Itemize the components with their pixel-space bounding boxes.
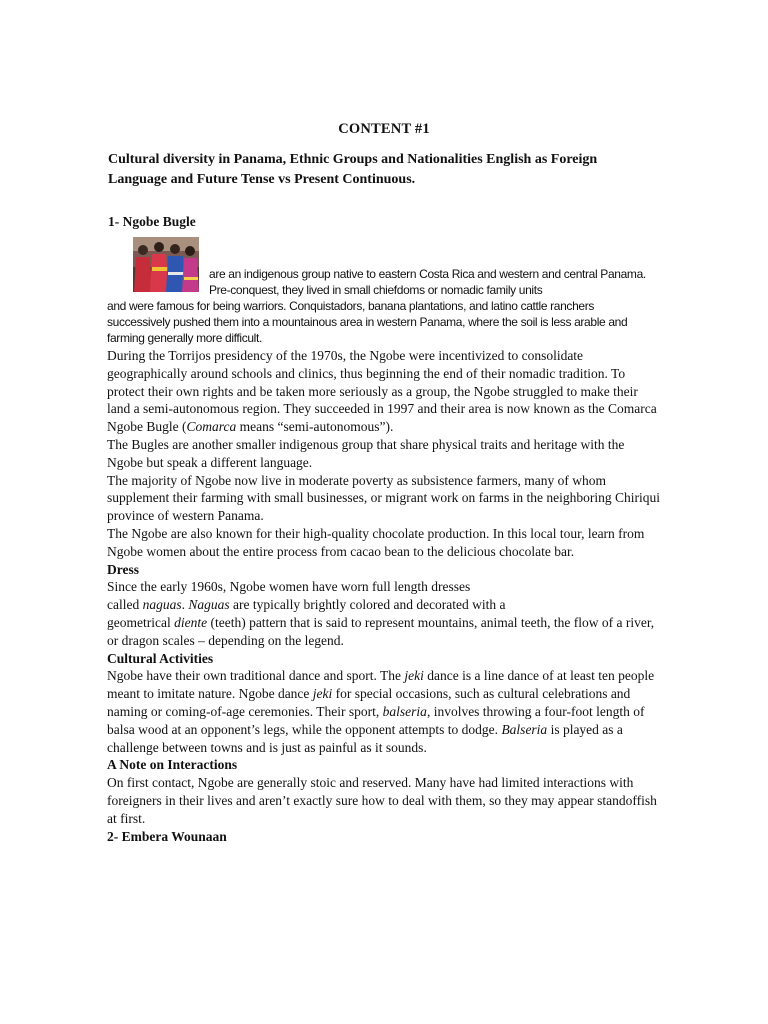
section-heading-ngobe-bugle: 1- Ngobe Bugle <box>108 214 196 229</box>
paragraph-text: dance is a line dance of at least ten people meant to imitate nature. Ngobe dance <box>107 668 655 702</box>
dress-heading: Dress <box>107 561 139 577</box>
cultural-activities-heading: Cultural Activities <box>107 650 214 666</box>
paragraph-poverty: The majority of Ngobe now live in moderate poverty as subsistence farmers, many of whom supplement their farming with small businesses, or migrant work on farms in the neighboring Chiriqui province of western Panama. <box>107 472 661 524</box>
note-interactions-heading: A Note on Interactions <box>107 757 238 773</box>
paragraph-text: for special occasions, such as cultural celebrations and naming or coming-of-age ceremonies. Their sport, <box>107 686 631 719</box>
photo-illustration <box>133 237 199 292</box>
emphasis-text: Naguas <box>188 597 230 613</box>
emphasis-text: Comarca <box>186 419 237 435</box>
paragraph-text: (teeth) pattern that is said to represent mountains, animal teeth, the flow of a river, or dragon scales – depending on the legend. <box>107 614 655 648</box>
paragraph-text: geometrical <box>107 614 175 630</box>
paragraph-text: are typically brightly colored and decorated with a <box>229 597 506 613</box>
emphasis-text: balseria <box>382 703 427 719</box>
paragraph-text: . <box>181 597 189 613</box>
paragraph-bugles: The Bugles are another smaller indigenous group that share physical traits and heritage with the Ngobe but speak a different language. <box>107 436 625 470</box>
paragraph-text: , involves throwing a four-foot length of balsa wood at an opponent’s legs, while the opponent attempts to dodge. <box>107 703 645 737</box>
page-title: CONTENT #1 <box>338 121 430 137</box>
ngobe-women-photo <box>133 237 199 292</box>
emphasis-text: Balseria <box>501 721 548 737</box>
document-subtitle: Cultural diversity in Panama, Ethnic Groups and Nationalities English as Foreign Language and Future Tense vs Present Continuous. <box>108 152 598 187</box>
intro-text-continued: and were famous for being warriors. Conquistadors, banana plantations, and latino cattle ranchers successively pushed them into a mountainous area in western Panama, where the soil is less arable and farming generally more difficult. <box>107 299 628 345</box>
section-heading-embera-wounaan: 2- Embera Wounaan <box>107 828 227 844</box>
paragraph-dress-line1: Since the early 1960s, Ngobe women have worn full length dresses <box>107 579 471 595</box>
emphasis-text: jeki <box>404 668 424 684</box>
emphasis-text: jeki <box>312 686 333 702</box>
paragraph-note-interactions: On first contact, Ngobe are generally stoic and reserved. Many have had limited interactions with foreigners in their lives and aren’t exactly sure how to deal with them, so they may appear standoffish at first. <box>107 775 657 826</box>
intro-text-first-lines: are an indigenous group native to eastern Costa Rica and western and central Panama. Pre-conquest, they lived in small chiefdoms or nomadic family units <box>209 267 646 297</box>
paragraph-dress-line2 <box>107 596 663 614</box>
paragraph-text: During the Torrijos presidency of the 1970s, the Ngobe were incentivized to consolidate geographically around schools and clinics, thus beginning the end of their nomadic tradition. To protect their own rights and be taken more seriously as a group, the Ngobe struggled to make their land a semi-autonomous region. They succeeded in 1997 and their area is now known as the Comarca Ngobe Bugle ( <box>107 348 657 435</box>
paragraph-text: called <box>107 597 143 613</box>
paragraph-dress-rest <box>107 614 663 650</box>
paragraph-cultural-activities <box>107 667 663 756</box>
paragraph-text: Ngobe have their own traditional dance and sport. The <box>107 668 405 684</box>
emphasis-text: naguas <box>142 597 182 613</box>
emphasis-text: diente <box>174 614 208 630</box>
paragraph-text: means “semi-autonomous”). <box>236 419 394 435</box>
section-body <box>107 347 663 845</box>
paragraph-text: is played as a challenge between towns and is just as painful as it sounds. <box>107 721 623 755</box>
paragraph-torrijos <box>107 347 663 436</box>
paragraph-chocolate: The Ngobe are also known for their high-quality chocolate production. In this local tour, learn from Ngobe women about the entire process from cacao bean to the delicious chocolate bar. <box>107 525 645 559</box>
